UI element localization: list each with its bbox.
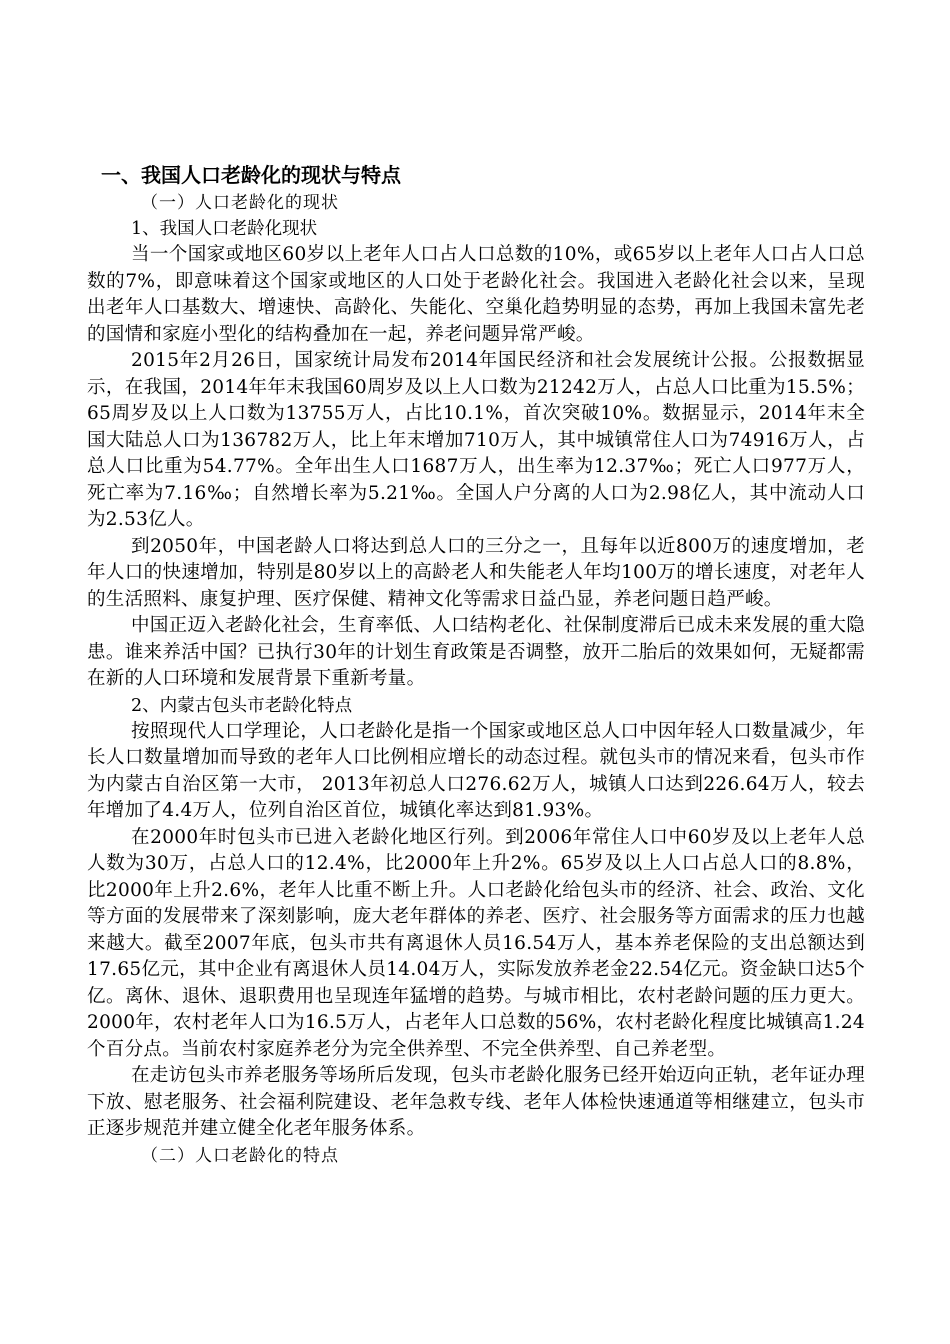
- section-title: 一、我国人口老龄化的现状与特点: [101, 163, 401, 187]
- document-page: [87, 160, 865, 1169]
- paragraph: 到2050年，中国老龄人口将达到总人口的三分之一，且每年以近800万的速度增加，老年人口的快速增加，特别是80岁以上的高龄老人和失能老人年均100万的增长速度，对老年人的生活照料、康复护理、医疗保健、精神文化等需求日益凸显，养老问题日趋严峻。: [87, 535, 865, 610]
- subsection-heading-features: （二）人口老龄化的特点: [141, 1145, 339, 1166]
- item-heading-china-status: 1、我国人口老龄化现状: [131, 219, 318, 239]
- paragraph: 中国正迈入老龄化社会，生育率低、人口结构老化、社保制度滞后已成未来发展的重大隐患。谁来养活中国？已执行30年的计划生育政策是否调整，放开二胎后的效果如何，无疑都需在新的人口环境和发展背景下重新考量。: [87, 615, 865, 689]
- paragraph: 当一个国家或地区60岁以上老年人口占人口总数的10%，或65岁以上老年人口占人口总数的7%，即意味着这个国家或地区的人口处于老龄化社会。我国进入老龄化社会以来，呈现出老年人口基数大、增速快、高龄化、失能化、空巢化趋势明显的态势，再加上我国未富先老的国情和家庭小型化的结构叠加在一起，养老问题异常严峻。: [87, 244, 865, 345]
- paragraph: 按照现代人口学理论，人口老龄化是指一个国家或地区总人口中因年轻人口数量减少，年长人口数量增加而导致的老年人口比例相应增长的动态过程。就包头市的情况来看，包头市作为内蒙古自治区第一大市， 2013年初总人口276.62万人，城镇人口达到226.64万人，较去年增加了4.4万人，位列自治区首位，城镇化率达到81.93%。: [87, 720, 865, 821]
- item-heading-baotou: 2、内蒙古包头市老龄化特点: [131, 695, 353, 716]
- paragraph: 在2000年时包头市已进入老龄化地区行列。到2006年常住人口中60岁及以上老年人总人数为30万，占总人口的12.4%，比2000年上升2%。65岁及以上人口占总人口的8.8%，比2000年上升2.6%，老年人比重不断上升。人口老龄化给包头市的经济、社会、政治、文化等方面的发展带来了深刻影响，庞大老年群体的养老、医疗、社会服务等方面需求的压力也越来越大。截至2007年底，包头市共有离退休人员16.54万人，基本养老保险的支出总额达到17.65亿元，其中企业有离退休人员14.04万人，实际发放养老金22.54亿元。资金缺口达5个亿。离休、退休、退职费用也呈现连年猛增的趋势。与城市相比，农村老龄问题的压力更大。2000年，农村老年人口为16.5万人，占老年人口总数的56%，农村老龄化程度比城镇高1.24个百分点。当前农村家庭养老分为完全供养型、不完全供养型、自己养老型。: [87, 826, 865, 1060]
- paragraph: 在走访包头市养老服务等场所后发现，包头市老龄化服务已经开始迈向正轨，老年证办理下放、慰老服务、社会福利院建设、老年急救专线、老年人体检快速通道等相继建立，包头市正逐步规范并建立健全化老年服务体系。: [87, 1065, 865, 1139]
- subsection-heading-status: （一）人口老龄化的现状: [141, 193, 339, 213]
- paragraph: 2015年2月26日，国家统计局发布2014年国民经济和社会发展统计公报。公报数据显示，在我国，2014年年末我国60周岁及以上人口数为21242万人，占总人口比重为15.5%；65周岁及以上人口数为13755万人，占比10.1%，首次突破10%。数据显示，2014年末全国大陆总人口为136782万人，比上年末增加710万人，其中城镇常住人口为74916万人，占总人口比重为54.77%。全年出生人口1687万人，出生率为12.37‰；死亡人口977万人，死亡率为7.16‰；自然增长率为5.21‰。全国人户分离的人口为2.98亿人，其中流动人口为2.53亿人。: [87, 350, 865, 530]
